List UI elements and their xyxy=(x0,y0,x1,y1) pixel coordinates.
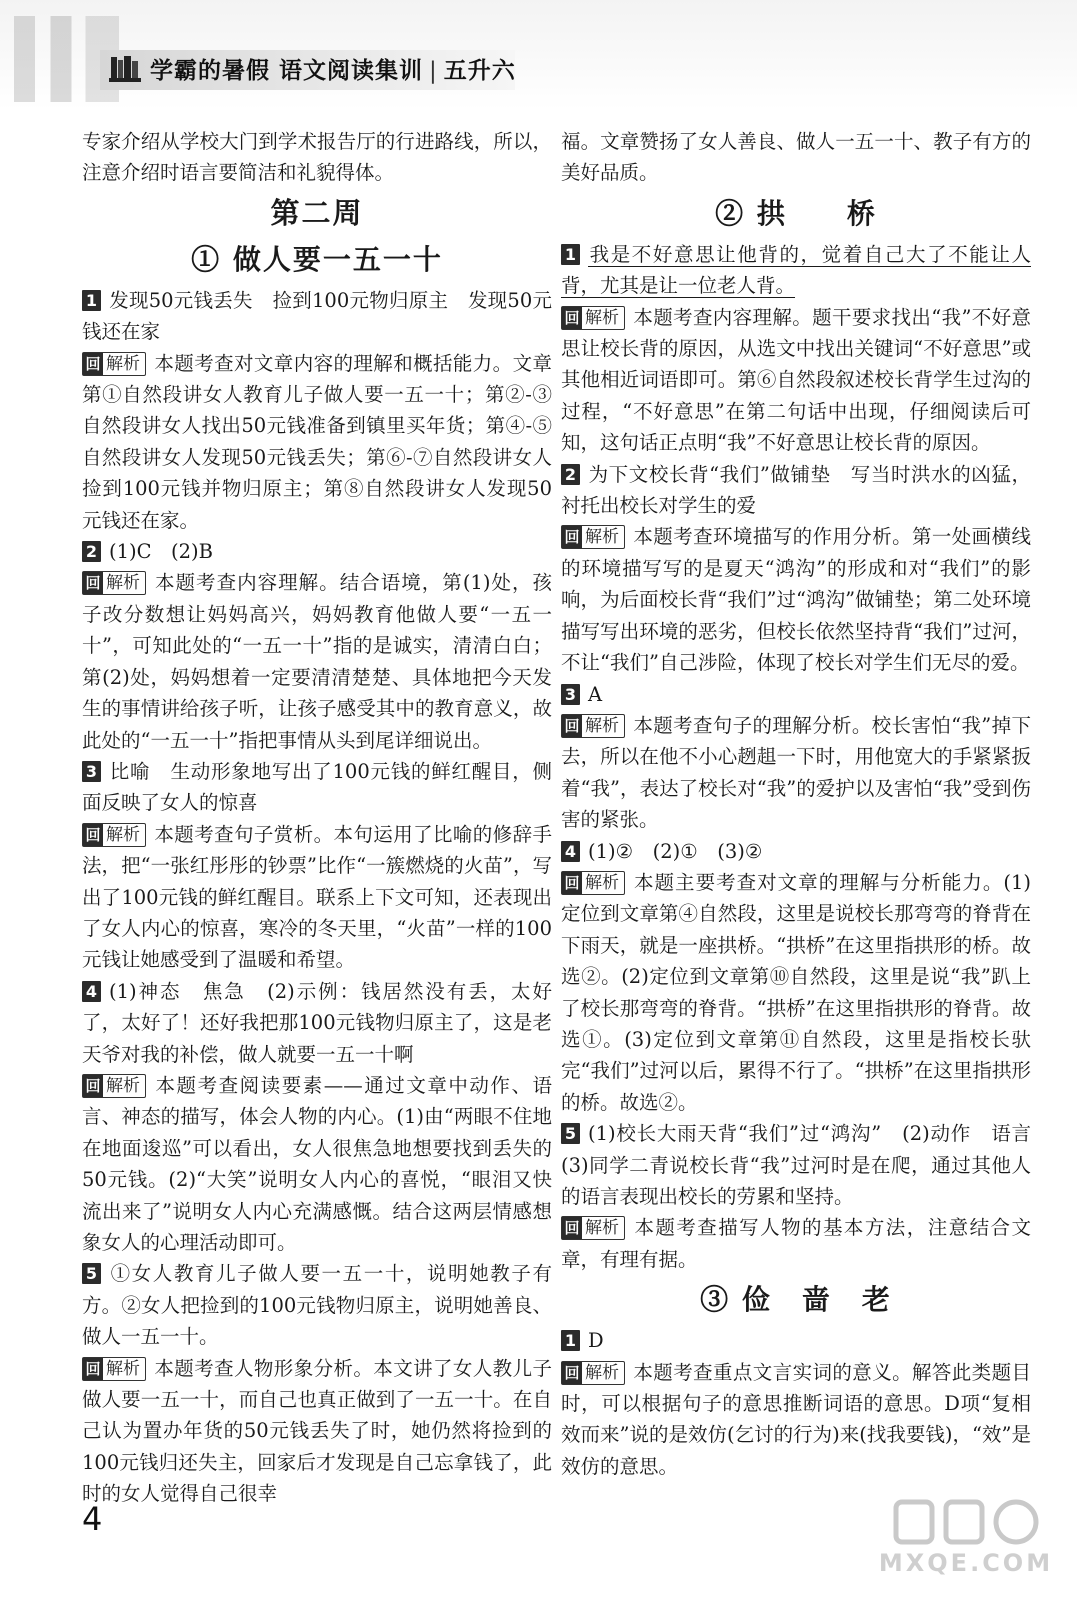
watermark-text: MXQE.COM xyxy=(878,1549,1054,1577)
question-number: 2 xyxy=(82,541,101,562)
analysis-tag xyxy=(561,1216,625,1240)
analysis-tag-icon: 回 xyxy=(83,1358,103,1380)
answer-text: (1)神态 焦急 (2)示例：钱居然没有丢，太好了，太好了！还好我把那100元钱物归原主了，这是老天爷对我的补偿，做人就要一五一十啊 xyxy=(82,979,552,1066)
analysis-tag-icon: 回 xyxy=(83,1075,103,1097)
analysis-item xyxy=(82,1353,552,1510)
answer-text: (1)校长大雨天背“我们”过“鸿沟” (2)动作 语言 (3)同学二青说校长背“我”过河时是在爬，通过其他人的语言表现出校长的劳累和坚持。 xyxy=(561,1122,1051,1208)
question-number: 4 xyxy=(561,841,580,862)
analysis-tag-label: 解析 xyxy=(106,824,140,845)
answer-text: 为下文校长背“我们”做铺垫 写当时洪水的凶猛，衬托出校长对学生的爱 xyxy=(561,462,1031,518)
question-number: 1 xyxy=(561,1330,580,1351)
continuation-text: 福。文章赞扬了女人善良、做人一五一十、教子有方的美好品质。 xyxy=(561,130,1031,185)
answer-item xyxy=(561,679,1031,710)
analysis-tag-icon: 回 xyxy=(562,1362,582,1384)
question-number: 1 xyxy=(561,244,580,265)
analysis-tag-icon: 回 xyxy=(562,715,582,737)
question-number: 1 xyxy=(82,290,101,311)
analysis-item xyxy=(561,521,1031,678)
analysis-tag-icon: 回 xyxy=(562,1217,582,1239)
analysis-tag xyxy=(561,525,625,549)
analysis-item xyxy=(82,819,552,976)
analysis-tag-icon: 回 xyxy=(83,824,103,846)
analysis-tag xyxy=(82,823,146,847)
analysis-text: 本题主要考查对文章的理解与分析能力。(1)定位到文章第④自然段，这里是说校长那弯弯的脊背在下雨天，就是一座拱桥。“拱桥”在这里指拱形的桥。故选②。(2)定位到文章第⑩自然段，这里是说“我”趴上了校长那弯弯的脊背。“拱桥”在这里指拱形的脊背。故选①。(3)定位到文章第⑪自然段，这里是指校长驮完“我们”过河以后，累得不行了。“拱桥”在这里指拱形的桥。故选②。 xyxy=(561,870,1031,1114)
analysis-item xyxy=(561,867,1031,1118)
analysis-tag-label: 解析 xyxy=(585,1362,619,1383)
analysis-item xyxy=(561,302,1031,459)
analysis-tag-icon: 回 xyxy=(562,872,582,894)
analysis-tag xyxy=(82,571,146,595)
subject-name: 语文阅读集训 xyxy=(279,58,424,84)
series-name: 学霸的暑假 xyxy=(150,58,270,84)
answer-text: A xyxy=(588,682,603,706)
answer-item xyxy=(561,1118,1051,1212)
analysis-tag-label: 解析 xyxy=(585,715,619,736)
answer-item xyxy=(82,536,552,567)
analysis-tag-icon: 回 xyxy=(83,353,103,375)
analysis-tag-icon: 回 xyxy=(562,526,582,548)
page-header xyxy=(0,0,1077,110)
analysis-text: 本题考查人物形象分析。本文讲了女人教儿子做人要一五一十，而自己也真正做到了一五一十。在自己认为置办年货的50元钱丢失了时，她仍然将捡到的100元钱归还失主，回家后才发现是自己忘拿钱了，此时的女人觉得自己很幸 xyxy=(82,1356,552,1506)
watermark xyxy=(876,1497,1056,1587)
analysis-tag xyxy=(561,1361,625,1385)
analysis-tag-label: 解析 xyxy=(106,573,140,594)
grade-label: 五升六 xyxy=(443,58,516,84)
question-number: 3 xyxy=(82,761,101,782)
week-title: 第二周 xyxy=(270,195,364,230)
left-column xyxy=(82,126,552,1510)
question-number: 5 xyxy=(561,1123,580,1144)
header-title xyxy=(150,52,516,85)
question-number: 2 xyxy=(561,464,580,485)
answer-text: D xyxy=(588,1329,604,1353)
analysis-tag-label: 解析 xyxy=(106,1075,140,1096)
analysis-tag-label: 解析 xyxy=(585,1218,619,1239)
analysis-tag-label: 解析 xyxy=(585,307,619,328)
analysis-tag xyxy=(561,871,625,895)
answer-text: 我是不好意思让他背的，觉着自己大了不能让人背，尤其是让一位老人背。 xyxy=(561,242,1031,298)
question-number: 5 xyxy=(82,1263,101,1284)
analysis-item xyxy=(561,1357,1031,1483)
answer-item xyxy=(82,285,552,348)
section-title-1: ① 做人要一五一十 xyxy=(191,242,443,276)
analysis-text: 本题考查内容理解。题干要求找出“我”不好意思让校长背的原因，从选文中找出关键词“不好意思”或其他相近词语即可。第⑥自然段叙述校长背学生过沟的过程，“不好意思”在第二句话中出现，仔细阅读后可知，这句话正点明“我”不好意思让校长背的原因。 xyxy=(561,305,1031,455)
analysis-item xyxy=(82,567,552,755)
analysis-tag-icon: 回 xyxy=(562,307,582,329)
answer-text: (1)② (2)① (3)② xyxy=(588,839,763,863)
analysis-tag-label: 解析 xyxy=(106,353,140,374)
analysis-tag xyxy=(561,306,625,330)
answer-item xyxy=(561,239,1031,302)
right-column xyxy=(561,126,1051,1482)
analysis-tag-label: 解析 xyxy=(585,527,619,548)
analysis-tag-label: 解析 xyxy=(106,1358,140,1379)
question-number: 4 xyxy=(82,981,101,1002)
answer-item xyxy=(82,756,552,819)
header-separator: | xyxy=(429,58,438,84)
intro-text: 专家介绍从学校大门到学术报告厅的行进路线，所以，注意介绍时语言要简洁和礼貌得体。 xyxy=(82,130,552,185)
analysis-text: 本题考查内容理解。结合语境，第(1)处，孩子改分数想让妈妈高兴，妈妈教育他做人要“一五一十”，可知此处的“一五一十”指的是诚实，清清白白；第(2)处，妈妈想着一定要清清楚楚、具体地把今天发生的事情讲给孩子听，让孩子感受其中的教育意义，故此处的“一五一十”指把事情从头到尾详细说出。 xyxy=(82,571,552,752)
analysis-item xyxy=(561,710,1031,836)
analysis-text: 本题考查对文章内容的理解和概括能力。文章第①自然段讲女人教育儿子做人要一五一十；第②-③自然段讲女人找出50元钱准备到镇里买年货；第④-⑤自然段讲女人发现50元钱丢失；第⑥-⑦自然段讲女人捡到100元钱并物归原主；第⑧自然段讲女人发现50元钱还在家。 xyxy=(82,351,552,532)
analysis-item xyxy=(82,1070,552,1258)
analysis-tag xyxy=(82,1074,146,1098)
analysis-tag xyxy=(561,714,625,738)
book-icon xyxy=(108,54,142,84)
answer-text: ①女人教育儿子做人要一五一十，说明她教子有方。②女人把捡到的100元钱物归原主，说明她善良、做人一五一十。 xyxy=(82,1262,552,1349)
answer-text: 比喻 生动形象地写出了100元钱的鲜红醒目，侧面反映了女人的惊喜 xyxy=(82,759,552,815)
analysis-tag xyxy=(82,352,146,376)
analysis-text: 本题考查环境描写的作用分析。第一处画横线的环境描写写的是夏天“鸿沟”的形成和对“我们”的影响，为后面校长背“我们”过“鸿沟”做铺垫；第二处环境描写写出环境的恶劣，但校长依然坚持背“我们”过河，不让“我们”自己涉险，体现了校长对学生们无尽的爱。 xyxy=(561,525,1031,675)
analysis-item xyxy=(82,348,552,536)
question-number: 3 xyxy=(561,684,580,705)
page-number: 4 xyxy=(82,1500,103,1538)
answer-item xyxy=(561,459,1031,522)
answer-item xyxy=(82,976,552,1070)
analysis-text: 本题考查重点文言实词的意义。解答此类题目时，可以根据句子的意思推断词语的意思。D项“复相效而来”说的是效仿(乞讨的行为)来(找我要钱)，“效”是效仿的意思。 xyxy=(561,1360,1031,1478)
analysis-tag-label: 解析 xyxy=(585,872,619,893)
analysis-text: 本题考查句子赏析。本句运用了比喻的修辞手法，把“一张红彤彤的钞票”比作“一簇燃烧的火苗”，写出了100元钱的鲜红醒目。联系上下文可知，还表现出了女人内心的惊喜，寒冷的冬天里，“火苗”一样的100元钱让她感受到了温暖和希望。 xyxy=(82,822,552,972)
analysis-tag xyxy=(82,1357,146,1381)
analysis-tag-icon: 回 xyxy=(83,572,103,594)
answer-text: 发现50元钱丢失 捡到100元物归原主 发现50元钱还在家 xyxy=(82,288,552,344)
analysis-item xyxy=(561,1212,1031,1275)
answer-item xyxy=(561,836,1031,867)
section-title-3: ③ 俭 啬 老 xyxy=(700,1283,892,1317)
section-title-2: ② 拱 桥 xyxy=(715,196,877,230)
watermark-logo-icon xyxy=(876,1497,1056,1552)
analysis-text: 本题考查阅读要素——通过文章中动作、语言、神态的描写，体会人物的内心。(1)由“两眼不住地在地面逡巡”可以看出，女人很焦急地想要找到丢失的50元钱。(2)“大笑”说明女人内心的喜悦，“眼泪又快流出来了”说明女人内心充满感慨。结合这两层情感想象女人的心理活动即可。 xyxy=(82,1073,552,1254)
answer-item xyxy=(561,1325,1031,1356)
answer-text: (1)C (2)B xyxy=(109,540,213,564)
analysis-text: 本题考查描写人物的基本方法，注意结合文章，有理有据。 xyxy=(561,1216,1031,1271)
analysis-text: 本题考查句子的理解分析。校长害怕“我”掉下去，所以在他不小心趔趄一下时，用他宽大的手紧紧扳着“我”，表达了校长对“我”的爱护以及害怕“我”受到伤害的紧张。 xyxy=(561,713,1031,832)
answer-item xyxy=(82,1258,552,1352)
